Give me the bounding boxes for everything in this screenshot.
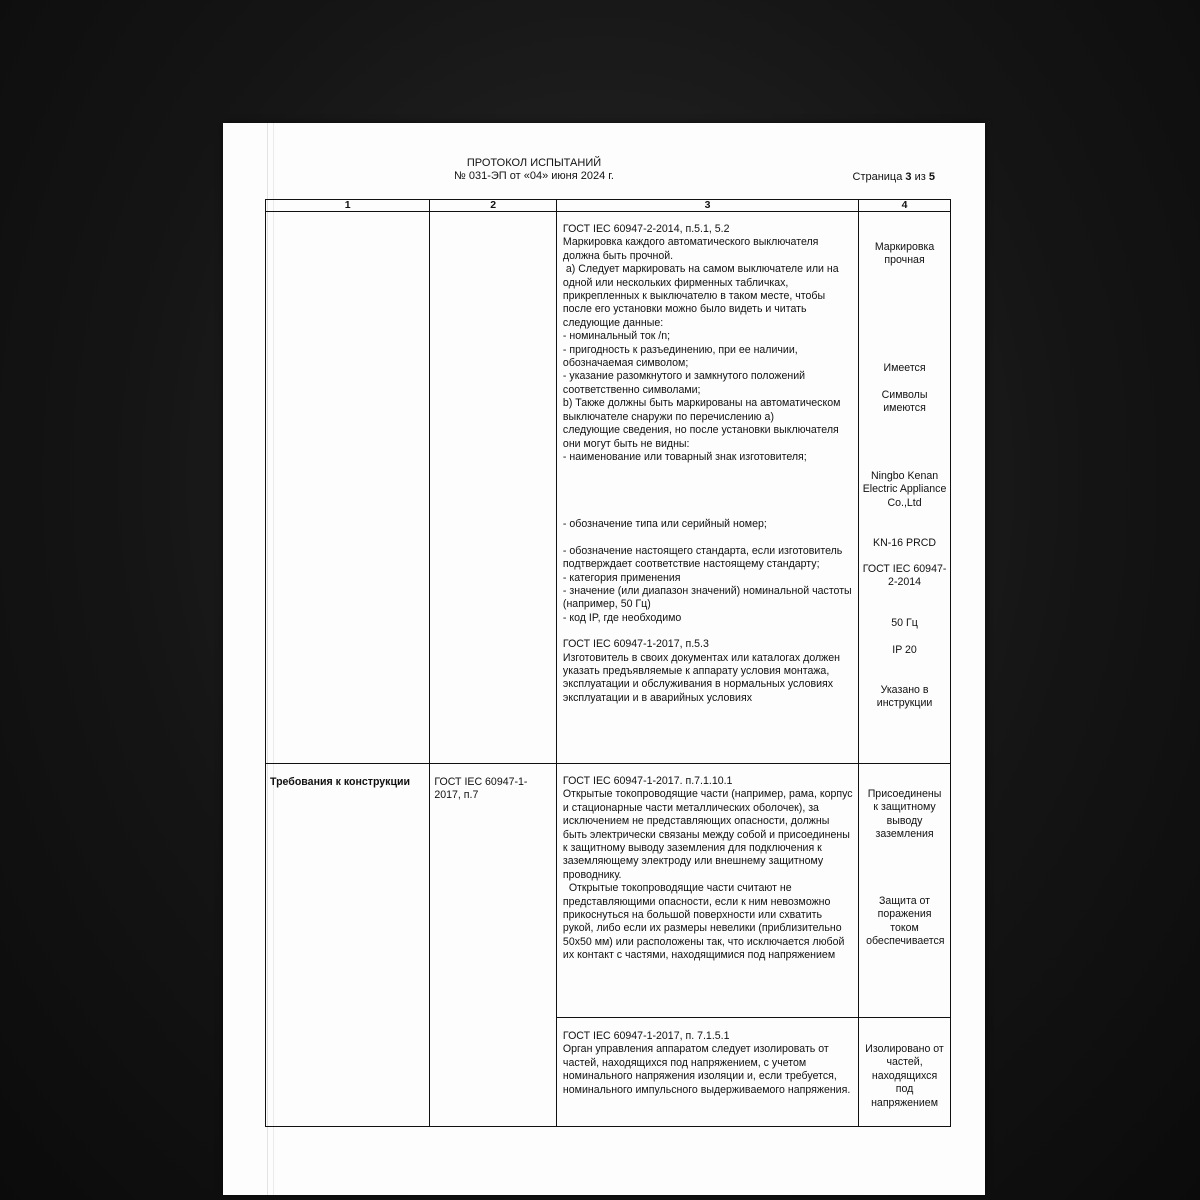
result-cell: Маркировка прочная Имеется Символы имеются Ningbo Kenan Electric Appliance Co.,Ltd KN-16 PRCD ГОСТ IEC 60947-2-2014 50 Гц IP 20 Указано в инструкции — [859, 212, 951, 764]
protocol-number: № 031-ЭП от «04» июня 2024 г. — [454, 170, 614, 182]
result-cell: Присоединены к защитному выводу заземления Защита от поражения током обеспечивается — [859, 764, 951, 1018]
column-header: 4 — [859, 200, 951, 212]
column-header: 3 — [556, 200, 858, 212]
standard-reference: ГОСТ IEC 60947-1-2017, п.5.3 — [562, 638, 709, 651]
result-cell: Изолировано от частей, находящихся под напряжением — [859, 1018, 951, 1127]
standard-reference: ГОСТ IEC 60947-1-2017. п.7.1.10.1 — [562, 775, 733, 787]
table-cell — [430, 212, 557, 764]
requirement-cell: ГОСТ IEC 60947-1-2017. п.7.1.10.1 Открытые токопроводящие части (например, рама, корпус и стационарные части металлических оболочек), за исключением не представляющих опасности, должны быть электрически связаны между собой и присоединены к защитному выводу заземления для подключения к заземляющему электроду или внешнему защитному проводнику. Открытые токопроводящие части считают не представляющими опасности, если к ним невозможно прикоснуться на большой поверхности или схватить рукой, либо если их размеры невелики (приблизительно 50х50 мм) или расположены так, что исключается любой их контакт с частями, находящимися под напряжением — [556, 764, 858, 1018]
section-title: Требования к конструкции — [266, 764, 430, 1127]
protocol-title: ПРОТОКОЛ ИСПЫТАНИЙ — [466, 157, 602, 169]
standard-reference: ГОСТ IEC 60947-2-2014, п.5.1, 5.2 — [562, 223, 730, 235]
table-cell — [266, 212, 430, 764]
table-row — [266, 212, 951, 764]
document-page — [223, 123, 985, 1195]
test-results-table — [265, 199, 951, 1127]
table-header-row — [266, 200, 951, 212]
requirement-cell: ГОСТ IEC 60947-1-2017, п. 7.1.5.1 Орган управления аппаратом следует изолировать от частей, находящихся под напряжением, с учетом номинального напряжения изоляции и, если требуется, номинального импульсного выдерживаемого напряжения. — [556, 1018, 858, 1127]
standard-reference: ГОСТ IEC 60947-1-2017, п. 7.1.5.1 — [562, 1030, 730, 1042]
standard-reference: ГОСТ IEC 60947-1-2017, п.7 — [430, 764, 557, 1127]
table-row — [266, 764, 951, 1018]
column-header: 1 — [266, 200, 430, 212]
column-header: 2 — [430, 200, 557, 212]
requirement-cell: ГОСТ IEC 60947-2-2014, п.5.1, 5.2 Маркировка каждого автоматического выключателя должна быть прочной. a) Следует маркировать на самом выключателе или на одной или нескольких фирменных табличках, прикрепленных к выключателю в таком месте, чтобы после его установки можно было видеть и читать следующие данные: - номинальный ток /n; - пригодность к разъединению, при ее наличии, обозначаемая символом; - указание разомкнутого и замкнутого положений соответственно символами; b) Также должны быть маркированы на автоматическом выключателе снаружи по перечислению а) следующие сведения, но после установки выключателя они могут быть не видны: - наименование или товарный знак изготовителя; - обозначение типа или серийный номер; - обозначение настоящего стандарта, если изготовитель подтверждает соответствие настоящему стандарту; - категория применения - значение (или диапазон значений) номинальной частоты (например, 50 Гц) - код IP, где необходимо ГОСТ IEC 60947-1-2017, п.5.3 Изготовитель в своих документах или каталогах должен указать предъявляемые к аппарату условия монтажа, эксплуатации и обслуживания в нормальных условиях эксплуатации и в аварийных условиях — [556, 212, 858, 764]
page-number: Страница 3 из 5 — [852, 171, 935, 183]
